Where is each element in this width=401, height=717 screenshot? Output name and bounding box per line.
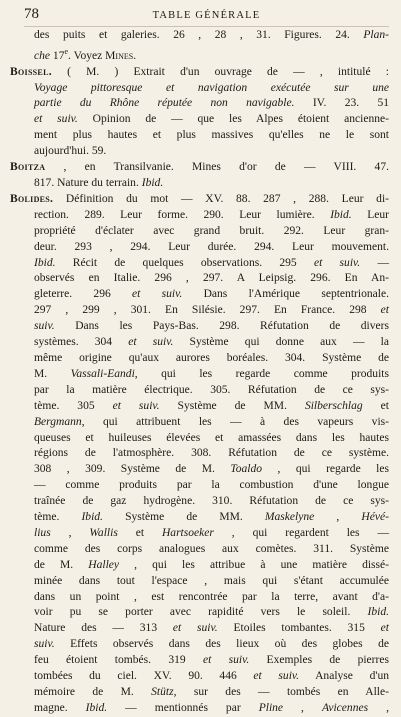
text-line xyxy=(24,144,389,160)
italic-run: et xyxy=(380,622,389,635)
italic-run: et suiv. xyxy=(34,113,78,126)
italic-run: et suiv. xyxy=(313,256,361,269)
text-line xyxy=(24,287,389,303)
text-line xyxy=(24,510,389,526)
text-run: propriété d'éclater avec grand bruit. 292. Leur gran- xyxy=(34,224,389,237)
italic-run: lius xyxy=(34,526,51,539)
text-line xyxy=(24,621,389,637)
text-run: , qui regardent les — xyxy=(213,526,389,539)
text-line xyxy=(24,128,389,144)
text-line xyxy=(24,81,389,97)
text-line xyxy=(24,367,389,383)
text-run: Récit de quelques observations. 295 xyxy=(55,256,314,269)
text-run: et xyxy=(362,399,389,412)
text-line xyxy=(24,446,389,462)
italic-run: Plan- xyxy=(363,29,389,41)
text-line xyxy=(24,637,389,653)
italic-run: suiv. xyxy=(34,320,55,333)
italic-run: Pline xyxy=(258,701,284,714)
text-run: Système de MM. xyxy=(102,511,265,524)
text-run: minée dans tout l'espace , mais qui s'étant accumulée xyxy=(34,574,389,587)
text-run: magne. xyxy=(34,701,86,714)
text-line xyxy=(24,303,389,319)
entry-boissel xyxy=(10,65,389,81)
text-run: Boitza xyxy=(10,161,46,174)
text-run: Système qui donne aux — la xyxy=(173,336,389,349)
text-run: des puits et galeries. 26 , 28 , 31. Figures. 24. xyxy=(34,29,364,41)
entry-boitza xyxy=(10,160,389,176)
italic-run: et suiv. xyxy=(112,399,160,412)
text-run: M. xyxy=(34,367,71,380)
text-line xyxy=(24,494,389,510)
italic-run: et suiv. xyxy=(202,654,250,667)
text-line xyxy=(24,112,389,128)
text-run: , xyxy=(283,701,322,714)
italic-run: Halley xyxy=(88,558,120,571)
text-run: ment plus hautes et plus massives qu'elles ne le sont xyxy=(34,129,389,142)
text-run: , sur des — tombés en Alle- xyxy=(173,686,389,698)
text-run: 17 xyxy=(50,49,65,62)
text-line xyxy=(24,335,389,351)
text-line xyxy=(24,431,389,447)
text-run: Opinion de — que les Alpes étoient ancienne- xyxy=(77,113,389,126)
text-line xyxy=(24,701,389,717)
text-line xyxy=(24,44,389,65)
text-run: Boissel. xyxy=(10,65,52,78)
text-run: voir pu se porter avec rapidité vers le soleil. xyxy=(34,606,368,619)
text-line xyxy=(24,526,389,542)
text-line xyxy=(24,462,389,478)
text-line xyxy=(24,176,389,192)
text-run: tombées du ciel. XV. 90. 446 xyxy=(34,670,254,683)
text-line xyxy=(24,478,389,494)
text-line xyxy=(24,669,389,685)
italic-run: Silberschlag xyxy=(304,399,363,412)
text-line xyxy=(24,351,389,367)
italic-run: et suiv. xyxy=(132,288,183,301)
text-run: 297 , 299 , 301. En Silésie. 297. En France. 298 xyxy=(34,304,381,317)
text-run: Définition du mot — XV. 88. 287 , 288. Leur di- xyxy=(53,192,389,205)
text-run: Effets observés dans des lieux où des globes de xyxy=(54,638,389,651)
italic-run: Ibid. xyxy=(367,606,389,619)
text-line xyxy=(24,256,389,272)
text-run: Dans l'Amérique septentrionale. xyxy=(182,288,389,301)
text-run: , qui les regarde comme produits xyxy=(134,367,389,380)
text-run: tème. xyxy=(34,511,82,524)
text-line xyxy=(24,208,389,224)
page-header xyxy=(24,6,389,27)
text-run: par la matière électrique. 305. Réfutation de ce sys- xyxy=(34,383,389,396)
text-run: , xyxy=(314,511,362,524)
italic-run: Hartsoeker xyxy=(161,526,214,539)
italic-run: Toaldo xyxy=(230,463,263,476)
running-title: TABLE GÉNÉRALE xyxy=(152,10,261,21)
italic-run: Voyage pittoresque et navigation exécutée sur une xyxy=(34,81,389,94)
text-run: , qui attribuent les — à des vapeurs vis- xyxy=(81,415,389,428)
text-run: Nature des — 313 xyxy=(34,622,173,635)
italic-run: Wallis xyxy=(89,526,118,539)
text-run: , qui les attribue à une matière dissé- xyxy=(119,558,390,571)
text-run: ( M. ) Extrait d'un ouvrage de — , intitulé : xyxy=(51,65,389,78)
italic-run: Vassali-Eandi xyxy=(70,367,135,380)
text-line xyxy=(24,399,389,415)
text-run: , xyxy=(368,701,389,714)
text-run: 308 , 309. Système de M. xyxy=(34,463,231,476)
text-line xyxy=(24,653,389,669)
text-line xyxy=(24,271,389,287)
text-run: Système de MM. xyxy=(159,399,305,412)
text-run: même origine qu'aux aurores boréales. 304. Système de xyxy=(34,351,389,364)
text-run: 817. Nature du terrain. xyxy=(34,177,142,189)
text-run: Analyse d'un xyxy=(299,670,389,683)
text-line xyxy=(24,605,389,621)
text-line xyxy=(24,590,389,606)
text-line xyxy=(24,240,389,256)
text-run: mémoire de M. xyxy=(34,686,152,698)
text-run: Leur xyxy=(351,208,390,221)
italic-run: suiv. xyxy=(34,638,55,651)
italic-run: et suiv. xyxy=(128,336,174,349)
text-run: Etoiles tombantes. 315 xyxy=(217,622,381,635)
text-run: tème. 305 xyxy=(34,399,113,412)
text-line xyxy=(24,383,389,399)
text-run: , qui regarde les xyxy=(262,463,389,476)
italic-run: Bergmann xyxy=(34,415,82,428)
entry-bolides xyxy=(10,192,389,208)
text-line xyxy=(24,542,389,558)
italic-run: et suiv. xyxy=(253,670,300,683)
italic-run: Avicennes xyxy=(321,701,369,714)
italic-run: Ibid. xyxy=(34,256,56,269)
italic-run: Maskelyne xyxy=(264,511,315,524)
text-line xyxy=(24,28,389,44)
text-line xyxy=(24,574,389,590)
text-run: — xyxy=(360,256,389,269)
page-number: 78 xyxy=(24,6,39,22)
text-run: et xyxy=(117,526,162,539)
text-run: rection. 289. Leur forme. 290. Leur lumière. xyxy=(34,208,331,221)
text-run: de M. xyxy=(34,558,89,571)
italic-run: Hévé- xyxy=(361,511,389,524)
text-run: Dans les Pays-Bas. 298. Réfutation de divers xyxy=(54,320,389,333)
italic-run: et xyxy=(380,304,389,317)
italic-run: et suiv. xyxy=(172,622,218,635)
text-run: — comme produits par la combustion d'une longue xyxy=(34,479,389,492)
text-run: IV. 23. 51 xyxy=(294,97,389,110)
text-line xyxy=(24,319,389,335)
text-run: gleterre. 296 xyxy=(34,288,133,301)
italic-run: Ibid. xyxy=(141,177,164,189)
text-run: . xyxy=(133,49,137,62)
text-line xyxy=(24,224,389,240)
text-run: Bolides. xyxy=(10,192,54,205)
text-run: Mines xyxy=(105,49,134,62)
text-line xyxy=(24,415,389,431)
text-run: — mentionnés par xyxy=(107,701,259,714)
text-run: , en Transilvanie. Mines d'or de — VIII. 47. xyxy=(45,161,389,174)
italic-run: Stütz xyxy=(151,686,174,698)
italic-run: partie du Rhône réputée non navigable. xyxy=(34,97,295,110)
italic-run: che xyxy=(34,49,51,62)
text-run: Exemples de pierres xyxy=(249,654,389,667)
italic-run: Ibid. xyxy=(81,511,103,524)
text-run: aujourd'hui. 59. xyxy=(34,145,107,158)
text-run: observés en Italie. 296 , 297. A Leipsig. 296. En An- xyxy=(34,272,389,285)
italic-run: Ibid. xyxy=(85,701,108,714)
text-run: traînée de gaz hydrogène. 310. Réfutation de ce sys- xyxy=(34,495,389,508)
text-line xyxy=(24,685,389,701)
text-line xyxy=(24,96,389,112)
text-run: régions de l'atmosphère. 308. Réfutation de ce système. xyxy=(34,447,389,460)
text-run: queuses et huileuses élevées et amassées dans les hautes xyxy=(34,431,389,444)
superscript: e xyxy=(64,46,69,56)
text-run: . Voyez xyxy=(68,49,106,62)
text-run: dans un point , est rencontrée par la terre, avant d'a- xyxy=(34,590,389,603)
text-line xyxy=(24,558,389,574)
text-run: deur. 293 , 294. Leur durée. 294. Leur mouvement. xyxy=(34,240,389,253)
text-run: feu étoient tombés. 319 xyxy=(34,654,203,667)
text-run: comme des corps analogues aux comètes. 311. Système xyxy=(34,542,389,555)
text-run: systèmes. 304 xyxy=(34,336,129,349)
italic-run: Ibid. xyxy=(330,208,352,221)
index-text xyxy=(10,28,390,717)
text-run: , xyxy=(50,526,90,539)
